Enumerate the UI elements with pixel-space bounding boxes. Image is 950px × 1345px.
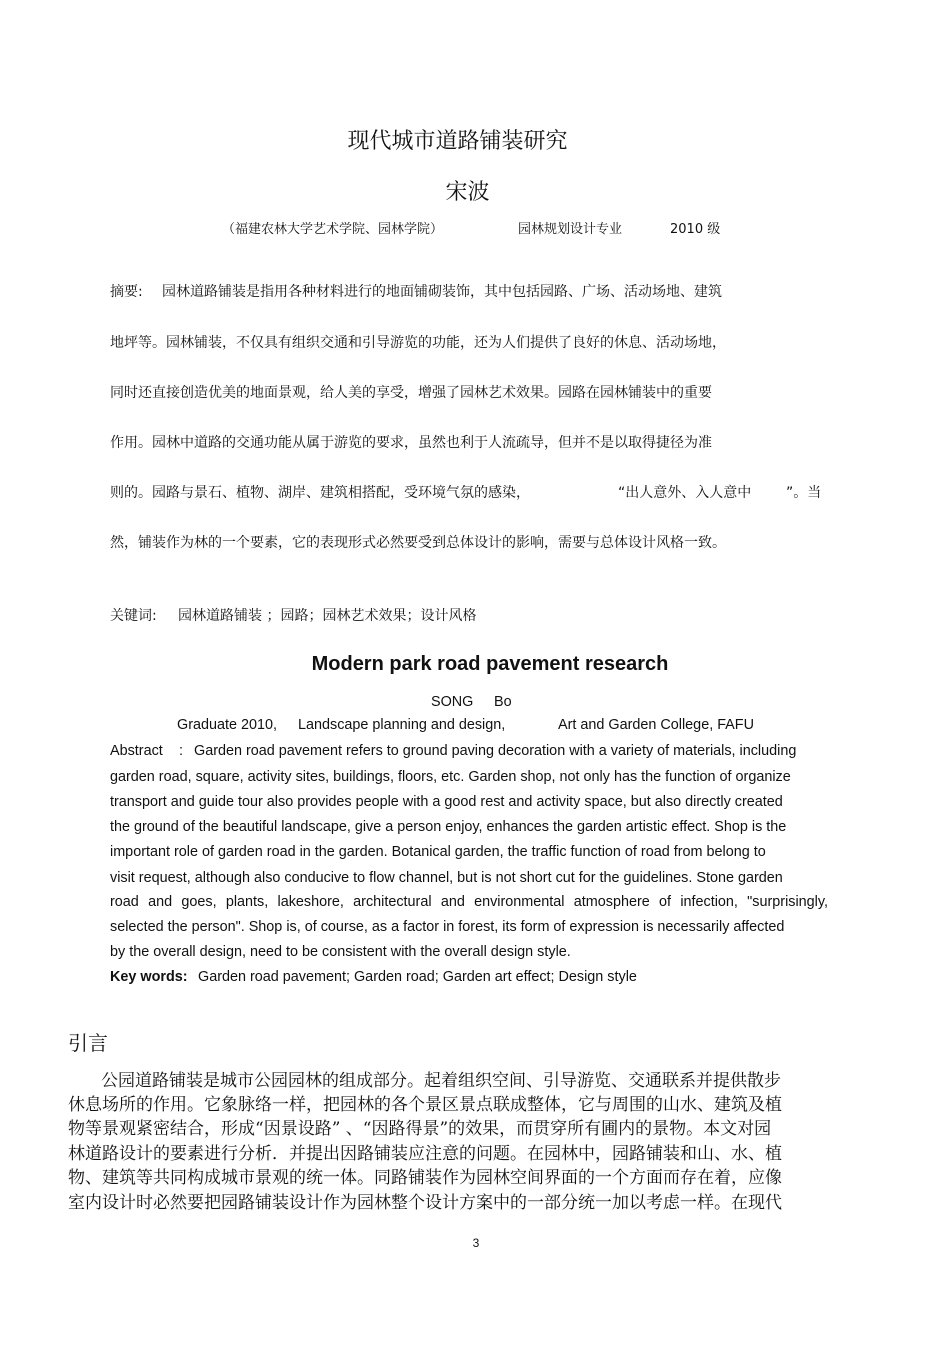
abstract-cn-quote-end: ”。当: [786, 485, 822, 501]
keywords-en-text: Garden road pavement; Garden road; Garden art effect; Design style: [198, 969, 637, 985]
abstract-cn-line: 然，铺装作为林的一个要素，它的表现形式必然要受到总体设计的影响，需要与总体设计风格一致。: [110, 535, 726, 551]
abstract-en-colon: :: [179, 743, 183, 759]
affiliation-major-cn: 园林规划设计专业: [518, 222, 623, 237]
abstract-en-line: important role of garden road in the garden. Botanical garden, the traffic function of road from belong to: [110, 844, 766, 860]
abstract-en-line: garden road, square, activity sites, buildings, floors, etc. Garden shop, not only has the function of organize: [110, 769, 791, 785]
intro-line: 休息场所的作用。它象脉络一样，把园林的各个景区景点联成整体，它与周围的山水、建筑及植: [68, 1095, 782, 1115]
abstract-en-line: transport and guide tour also provides people with a good rest and activity space, but also directly created: [110, 794, 783, 810]
abstract-en-line: visit request, although also conducive to flow channel, but is not short cut for the guidelines. Stone garden: [110, 870, 783, 886]
affiliation-en-major: Landscape planning and design,: [298, 717, 506, 733]
intro-heading: 引言: [68, 1031, 108, 1055]
page-number: 3: [472, 1236, 480, 1250]
abstract-cn-line: 则的。园路与景石、植物、湖岸、建筑相搭配，受环境气氛的感染，: [110, 485, 530, 501]
intro-line: 室内设计时必然要把园路铺装设计作为园林整个设计方案中的一部分统一加以考虑一样。在现代: [68, 1193, 782, 1213]
affiliation-year-cn: 2010 级: [670, 222, 721, 237]
affiliation-en-grade: Graduate 2010,: [177, 717, 278, 733]
abstract-en-line: by the overall design, need to be consistent with the overall design style.: [110, 944, 571, 960]
abstract-en-label: Abstract: [110, 743, 163, 759]
author-cn: 宋波: [445, 180, 490, 205]
affiliation-school-cn: （福建农林大学艺术学院、园林学院）: [222, 222, 444, 237]
abstract-en-line: Garden road pavement refers to ground paving decoration with a variety of materials, including: [194, 743, 797, 759]
abstract-cn-line: 园林道路铺装是指用各种材料进行的地面铺砌装饰，其中包括园路、广场、活动场地、建筑: [162, 284, 722, 300]
abstract-cn-line: 地坪等。园林铺装，不仅具有组织交通和引导游览的功能，还为人们提供了良好的休息、活动场地，: [110, 335, 726, 351]
abstract-en-line: road and goes, plants, lakeshore, architectural and environmental atmosphere of infection, "surprisingly,: [110, 894, 828, 910]
keywords-en-label: Key words:: [110, 969, 188, 985]
title-cn: 现代城市道路铺装研究: [347, 129, 568, 154]
abstract-en-line: selected the person". Shop is, of course, as a factor in forest, its form of expression is necessarily affected: [110, 919, 785, 935]
affiliation-en-college: Art and Garden College, FAFU: [558, 717, 754, 733]
intro-line: 林道路设计的要素进行分析．并提出因路铺装应注意的问题。在园林中，园路铺装和山、水、植: [68, 1144, 782, 1164]
intro-line: 物等景观紧密结合，形成“因景设路” 、“因路得景”的效果，而贯穿所有圃内的景物。本文对园: [68, 1119, 772, 1139]
intro-line: 物、建筑等共同构成城市景观的统一体。同路铺装作为园林空间界面的一个方面而存在着，应像: [68, 1168, 782, 1188]
abstract-cn-label: 摘要:: [110, 284, 143, 300]
keywords-cn-label: 关键词:: [110, 608, 157, 624]
title-en: Modern park road pavement research: [311, 653, 669, 675]
keywords-cn-text: 园林道路铺装 ；园路；园林艺术效果；设计风格: [178, 608, 477, 624]
abstract-cn-line: 同时还直接创造优美的地面景观，给人美的享受，增强了园林艺术效果。园路在园林铺装中的重要: [110, 385, 712, 401]
abstract-en-line: the ground of the beautiful landscape, give a person enjoy, enhances the garden artistic effect. Shop is the: [110, 819, 787, 835]
abstract-cn-line: 作用。园林中道路的交通功能从属于游览的要求，虽然也利于人流疏导，但并不是以取得捷径为准: [110, 435, 712, 451]
author-en-family: SONG: [431, 694, 474, 710]
author-en-given: Bo: [494, 694, 512, 710]
intro-line: 公园道路铺装是城市公园园林的组成部分。起着组织空间、引导游览、交通联系并提供散步: [101, 1071, 781, 1091]
abstract-cn-quote: “出人意外、入人意中: [618, 485, 752, 501]
